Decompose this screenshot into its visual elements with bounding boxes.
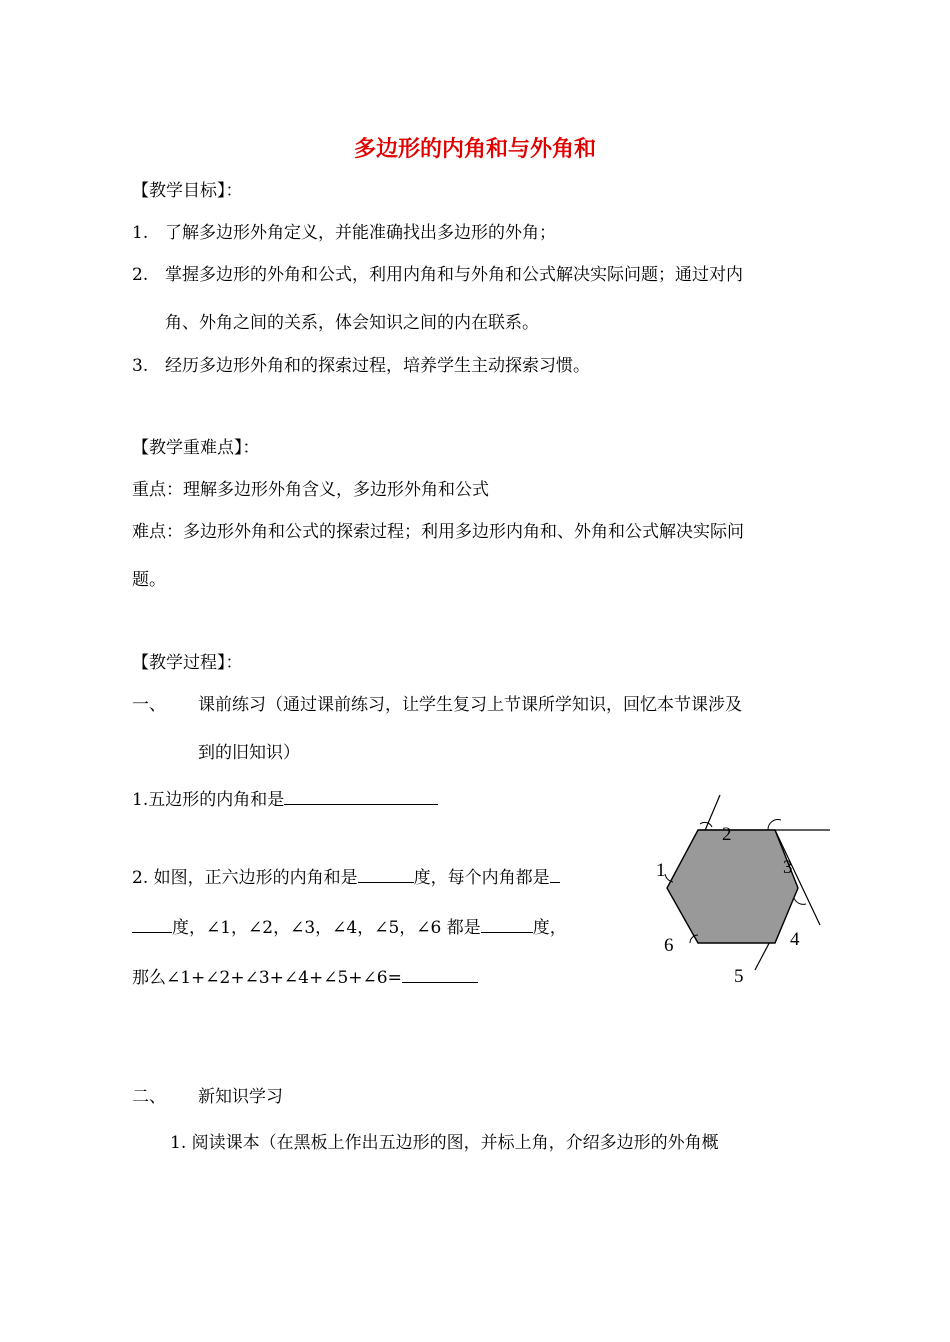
angle-label-2: 2	[722, 824, 732, 845]
goal-3-num: 3.	[132, 356, 149, 376]
section-2-item-1: 1. 阅读课本（在黑板上作出五边形的图，并标上角，介绍多边形的外角概	[170, 1133, 719, 1153]
question-2-line-2	[132, 916, 567, 939]
key-point: 重点：理解多边形外角含义，多边形外角和公式	[132, 480, 489, 500]
answer-blank[interactable]	[132, 916, 172, 933]
answer-blank[interactable]	[550, 866, 560, 883]
angle-arc-3	[768, 820, 781, 830]
goal-2-num: 2.	[132, 265, 149, 285]
section-1-num: 一、	[132, 695, 166, 715]
goal-1-num: 1.	[132, 223, 149, 243]
hexagon	[667, 830, 798, 943]
section-1-cont: 到的旧知识）	[198, 743, 300, 763]
angle-label-5: 5	[734, 966, 744, 987]
question-2-text-d: 度，	[532, 918, 567, 938]
question-2-text-c: 度，∠1，∠2，∠3，∠4，∠5，∠6 都是	[172, 918, 481, 938]
goal-2-cont: 角、外角之间的关系，体会知识之间的内在联系。	[165, 313, 539, 333]
goals-heading: 【教学目标】：	[132, 181, 243, 201]
angle-label-4: 4	[790, 929, 800, 950]
question-2-text-a: 2. 如图，正六边形的内角和是	[132, 868, 358, 888]
section-2-text: 新知识学习	[198, 1087, 283, 1107]
question-2-line-3	[132, 966, 478, 989]
question-1	[132, 788, 438, 811]
difficult-point: 难点：多边形外角和公式的探索过程；利用多边形内角和、外角和公式解决实际问	[132, 522, 744, 542]
question-1-text: 1.五边形的内角和是	[132, 790, 285, 810]
goal-3-text: 经历多边形外角和的探索过程，培养学生主动探索习惯。	[165, 356, 590, 376]
angle-arc-4	[794, 898, 806, 904]
answer-blank[interactable]	[358, 866, 414, 883]
question-2-line-1	[132, 866, 560, 889]
answer-blank[interactable]	[481, 916, 533, 933]
keypoints-heading: 【教学重难点】：	[132, 438, 260, 458]
hexagon-figure	[640, 790, 840, 990]
answer-blank[interactable]	[284, 788, 438, 805]
goal-2-text: 掌握多边形的外角和公式，利用内角和与外角和公式解决实际问题；通过对内	[165, 265, 743, 285]
section-1-text: 课前练习（通过课前练习，让学生复习上节课所学知识，回忆本节课涉及	[198, 695, 742, 715]
difficult-point-cont: 题。	[132, 570, 166, 590]
answer-blank[interactable]	[402, 966, 478, 983]
angle-label-6: 6	[664, 935, 674, 956]
question-2-text-e: 那么∠1+∠2+∠3+∠4+∠5+∠6=	[132, 968, 402, 988]
angle-label-1: 1	[656, 860, 666, 881]
question-2-text-b: 度，每个内角都是	[413, 868, 550, 888]
section-2-num: 二、	[132, 1087, 166, 1107]
process-heading: 【教学过程】：	[132, 653, 243, 673]
page-title: 多边形的内角和与外角和	[353, 137, 596, 162]
angle-label-3: 3	[783, 857, 793, 878]
angle-arc-2	[700, 822, 712, 827]
goal-1-text: 了解多边形外角定义，并能准确找出多边形的外角；	[165, 223, 556, 243]
